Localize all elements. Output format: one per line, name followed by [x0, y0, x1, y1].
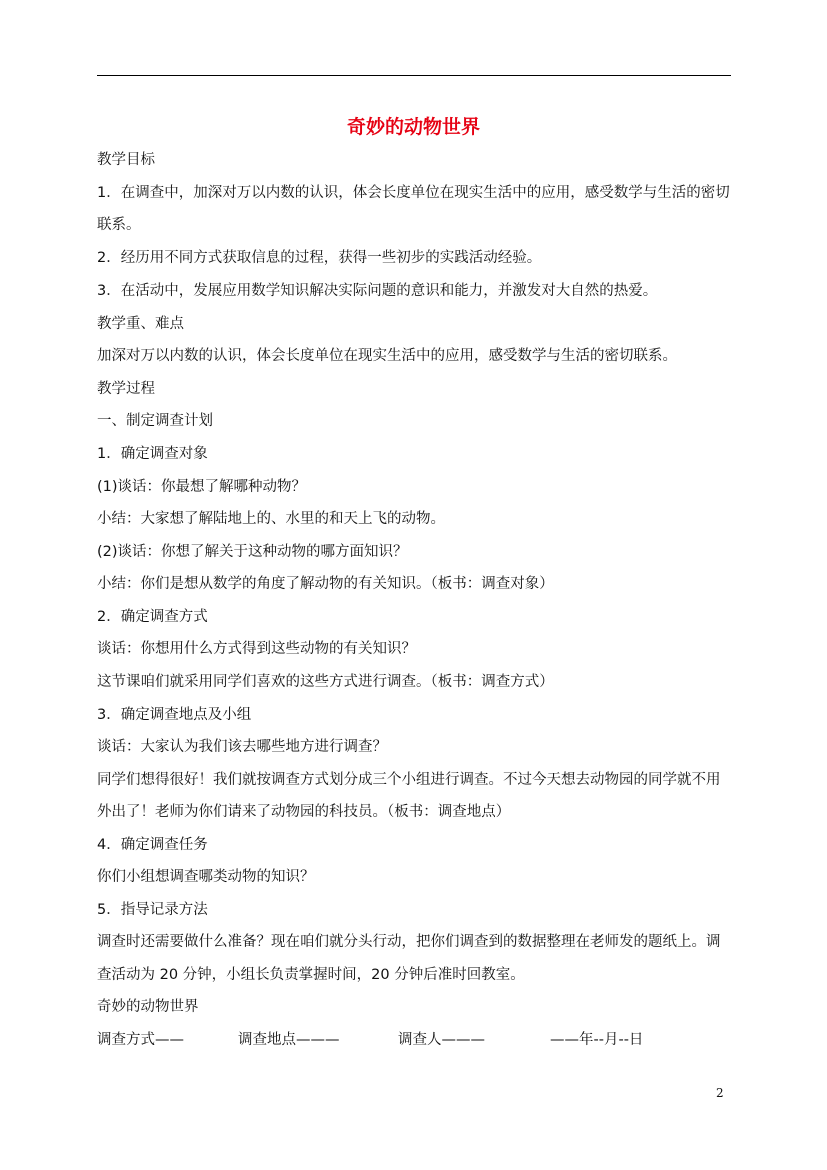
header-rule [97, 75, 731, 76]
paragraph: 你们小组想调查哪类动物的知识？ [97, 869, 315, 885]
page-number: 2 [716, 1086, 724, 1100]
paragraph: 加深对万以内数的认识，体会长度单位在现实生活中的应用，感受数学与生活的密切联系。 [97, 348, 677, 364]
paragraph: 小结：大家想了解陆地上的、水里的和天上飞的动物。 [97, 511, 445, 527]
paragraph: 2．确定调查方式 [97, 609, 208, 625]
section-heading-key-points: 教学重、难点 [97, 316, 184, 332]
form-field-person: 调查人——— [398, 1032, 485, 1048]
paragraph: 1．确定调查对象 [97, 446, 208, 462]
paragraph: 联系。 [97, 217, 141, 233]
paragraph: 1．在调查中，加深对万以内数的认识，体会长度单位在现实生活中的应用，感受数学与生活的密切 [97, 185, 730, 201]
document-title: 奇妙的动物世界 [346, 116, 480, 138]
paragraph: 查活动为 20 分钟，小组长负责掌握时间，20 分钟后准时回教室。 [97, 967, 525, 983]
paragraph: 这节课咱们就采用同学们喜欢的这些方式进行调查。（板书：调查方式） [97, 674, 554, 690]
paragraph: 同学们想得很好！我们就按调查方式划分成三个小组进行调查。不过今天想去动物园的同学就不用 [97, 772, 721, 788]
paragraph: 谈话：大家认为我们该去哪些地方进行调查？ [97, 739, 387, 755]
paragraph: 外出了！老师为你们请来了动物园的科技员。（板书：调查地点） [97, 804, 511, 820]
section-heading-process: 教学过程 [97, 381, 155, 397]
paragraph: 谈话：你想用什么方式得到这些动物的有关知识？ [97, 641, 416, 657]
form-field-method: 调查方式—— [97, 1032, 184, 1048]
paragraph: 一、制定调查计划 [97, 413, 213, 429]
form-field-date: ——年--月--日 [550, 1032, 644, 1048]
form-title: 奇妙的动物世界 [97, 999, 199, 1015]
paragraph: 3．确定调查地点及小组 [97, 707, 252, 723]
paragraph: 5．指导记录方法 [97, 902, 208, 918]
paragraph: 3．在活动中，发展应用数学知识解决实际问题的意识和能力，并激发对大自然的热爱。 [97, 283, 658, 299]
form-field-location: 调查地点——— [238, 1032, 340, 1048]
paragraph: 小结：你们是想从数学的角度了解动物的有关知识。（板书：调查对象） [97, 576, 554, 592]
paragraph: (2)谈话：你想了解关于这种动物的哪方面知识？ [97, 544, 408, 560]
paragraph: (1)谈话：你最想了解哪种动物？ [97, 479, 307, 495]
section-heading-objectives: 教学目标 [97, 152, 155, 168]
paragraph: 4．确定调查任务 [97, 837, 208, 853]
paragraph: 调查时还需要做什么准备？现在咱们就分头行动，把你们调查到的数据整理在老师发的题纸上。调 [97, 934, 721, 950]
paragraph: 2．经历用不同方式获取信息的过程，获得一些初步的实践活动经验。 [97, 250, 542, 266]
